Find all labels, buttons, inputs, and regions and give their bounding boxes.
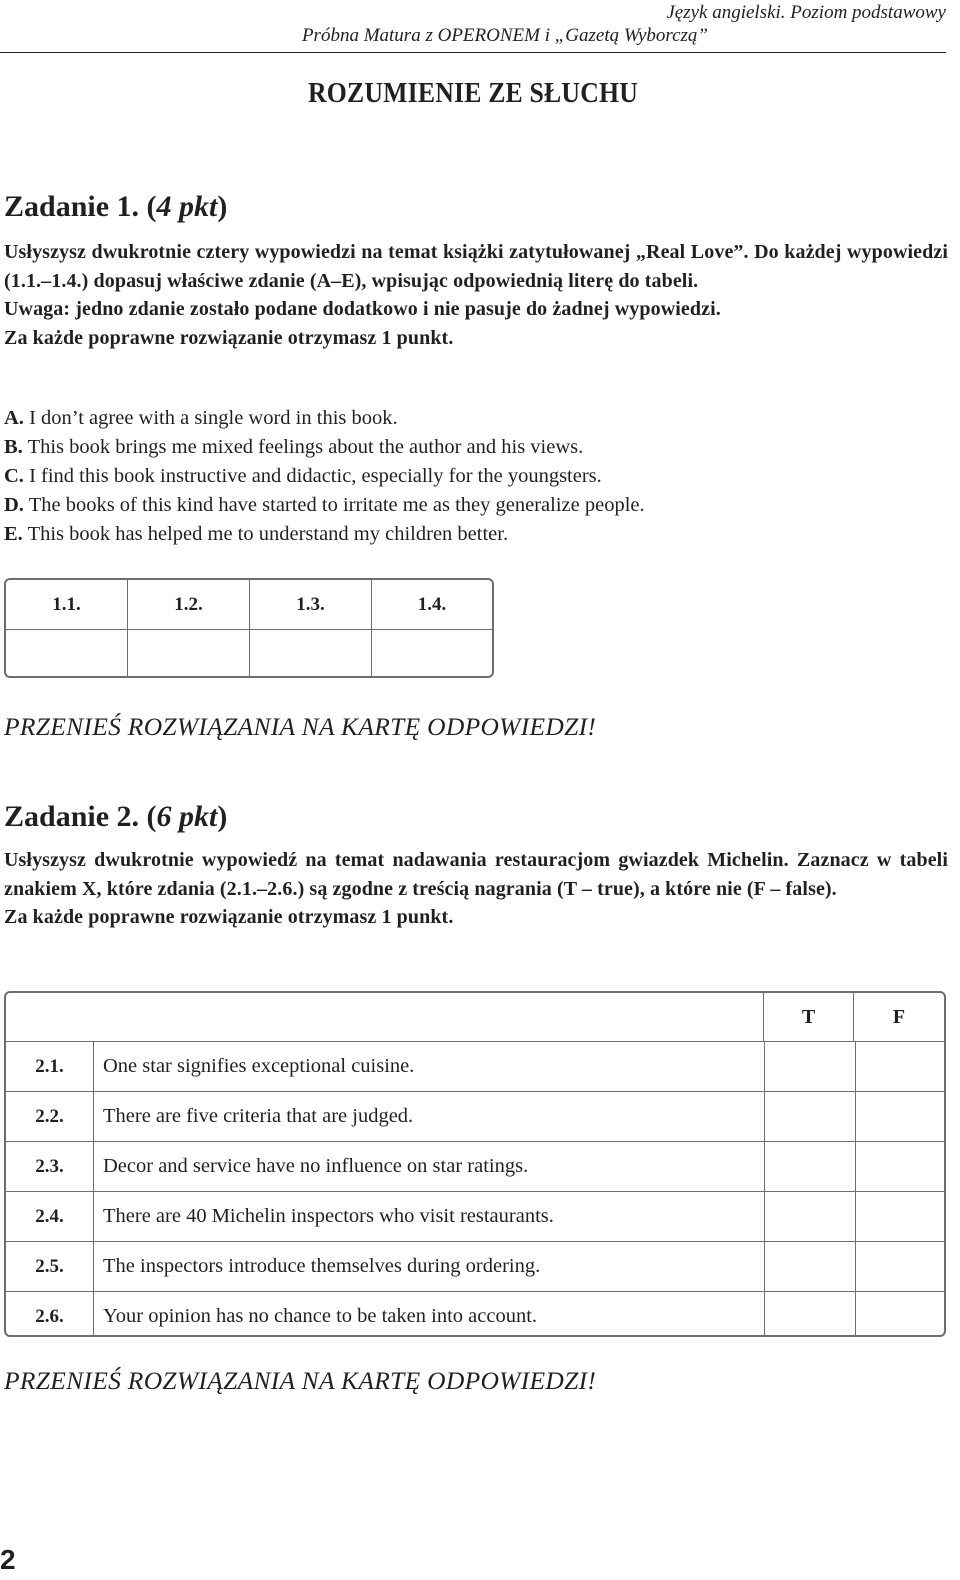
statement-text: One star signifies exceptional cuisine. <box>94 1042 765 1091</box>
header-subject: Język angielski. Poziom podstawowy <box>666 2 946 23</box>
statement-text: Your opinion has no chance to be taken into account. <box>94 1292 765 1337</box>
answer-cell-1-2[interactable] <box>128 630 250 678</box>
task2-transfer-note: PRZENIEŚ ROZWIĄZANIA NA KARTĘ ODPOWIEDZI! <box>4 1366 597 1395</box>
option-a: A. I don’t agree with a single word in this book. <box>4 407 398 429</box>
section-title: ROZUMIENIE ZE SŁUCHU <box>307 78 639 109</box>
task1-answer-table <box>4 578 494 678</box>
false-cell[interactable] <box>856 1092 944 1141</box>
task1-instruction: Usłyszysz dwukrotnie cztery wypowiedzi na temat książki zatytułowanej „Real Love”. Do każdej wypowiedzi (1.1.–1.4.) dopasuj właściwe zdanie (A–E), wpisując odpowiednią literę do tabeli. <box>4 241 948 292</box>
false-cell[interactable] <box>856 1142 944 1191</box>
answer-header-1-4: 1.4. <box>417 593 447 615</box>
column-false: F <box>892 1005 906 1028</box>
header-exam: Próbna Matura z OPERONEM i „Gazetą Wyborczą” <box>301 25 708 46</box>
page-number: 2 <box>0 1544 16 1575</box>
table-row <box>6 1091 944 1141</box>
task1-header-row <box>6 580 492 629</box>
table-row <box>6 1141 944 1191</box>
true-cell[interactable] <box>765 1142 856 1191</box>
statement-text: There are five criteria that are judged. <box>94 1092 765 1141</box>
false-cell[interactable] <box>856 1242 944 1291</box>
table-row <box>6 1191 944 1241</box>
statement-text: The inspectors introduce themselves during ordering. <box>94 1242 765 1291</box>
task1-instructions <box>4 238 948 352</box>
task1-options <box>4 404 645 549</box>
task1-transfer-note: PRZENIEŚ ROZWIĄZANIA NA KARTĘ ODPOWIEDZI! <box>4 712 597 741</box>
task2-points: (6 pkt) <box>146 800 228 833</box>
answer-cell-1-1[interactable] <box>6 630 128 678</box>
task1-points: (4 pkt) <box>146 190 228 223</box>
task2-title <box>4 800 227 834</box>
task2-instructions <box>4 846 948 932</box>
statement-text: There are 40 Michelin inspectors who visit restaurants. <box>94 1192 765 1241</box>
option-d: D. The books of this kind have started to irritate me as they generalize people. <box>4 494 645 516</box>
statement-number: 2.5. <box>6 1242 94 1291</box>
task2-answer-table <box>4 991 946 1337</box>
statement-number: 2.3. <box>6 1142 94 1191</box>
task2-scoring: Za każde poprawne rozwiązanie otrzymasz 1 punkt. <box>4 906 454 928</box>
table-row <box>6 1291 944 1337</box>
true-cell[interactable] <box>765 1292 856 1337</box>
answer-cell-1-3[interactable] <box>250 630 372 678</box>
false-cell[interactable] <box>856 1192 944 1241</box>
task1-note: Uwaga: jedno zdanie zostało podane dodatkowo i nie pasuje do żadnej wypowiedzi. <box>4 298 721 320</box>
false-cell[interactable] <box>856 1042 944 1091</box>
column-true: T <box>764 993 854 1041</box>
true-cell[interactable] <box>765 1042 856 1091</box>
false-cell[interactable] <box>856 1292 944 1337</box>
option-c: C. I find this book instructive and didactic, especially for the youngsters. <box>4 465 602 487</box>
task2-instruction: Usłyszysz dwukrotnie wypowiedź na temat nadawania restauracjom gwiazdek Michelin. Zaznacz w tabeli znakiem X, które zdania (2.1.–2.6.) są zgodne z treścią nagrania (T – true), a które nie (F – false). <box>4 849 948 900</box>
task1-label: Zadanie 1. <box>4 190 140 223</box>
answer-cell-1-4[interactable] <box>372 630 492 678</box>
option-b: B. This book brings me mixed feelings about the author and his views. <box>4 436 584 458</box>
table-row <box>6 1241 944 1291</box>
statement-number: 2.2. <box>6 1092 94 1141</box>
task2-header-row <box>6 993 944 1041</box>
statement-number: 2.1. <box>6 1042 94 1091</box>
statement-number: 2.4. <box>6 1192 94 1241</box>
task2-label: Zadanie 2. <box>4 800 140 833</box>
answer-header-1-1: 1.1. <box>6 580 128 629</box>
page-header <box>0 0 946 47</box>
header-divider <box>0 52 946 53</box>
true-cell[interactable] <box>765 1192 856 1241</box>
task1-answer-row <box>6 629 492 678</box>
statement-number: 2.6. <box>6 1292 94 1337</box>
answer-header-1-2: 1.2. <box>128 580 250 629</box>
true-cell[interactable] <box>765 1242 856 1291</box>
true-cell[interactable] <box>765 1092 856 1141</box>
table-row <box>6 1041 944 1091</box>
answer-header-1-3: 1.3. <box>250 580 372 629</box>
task1-title <box>4 190 227 224</box>
option-e: E. This book has helped me to understand my children better. <box>4 523 509 545</box>
statement-text: Decor and service have no influence on star ratings. <box>94 1142 765 1191</box>
header-blank <box>6 993 764 1041</box>
task1-scoring: Za każde poprawne rozwiązanie otrzymasz 1 punkt. <box>4 326 454 349</box>
